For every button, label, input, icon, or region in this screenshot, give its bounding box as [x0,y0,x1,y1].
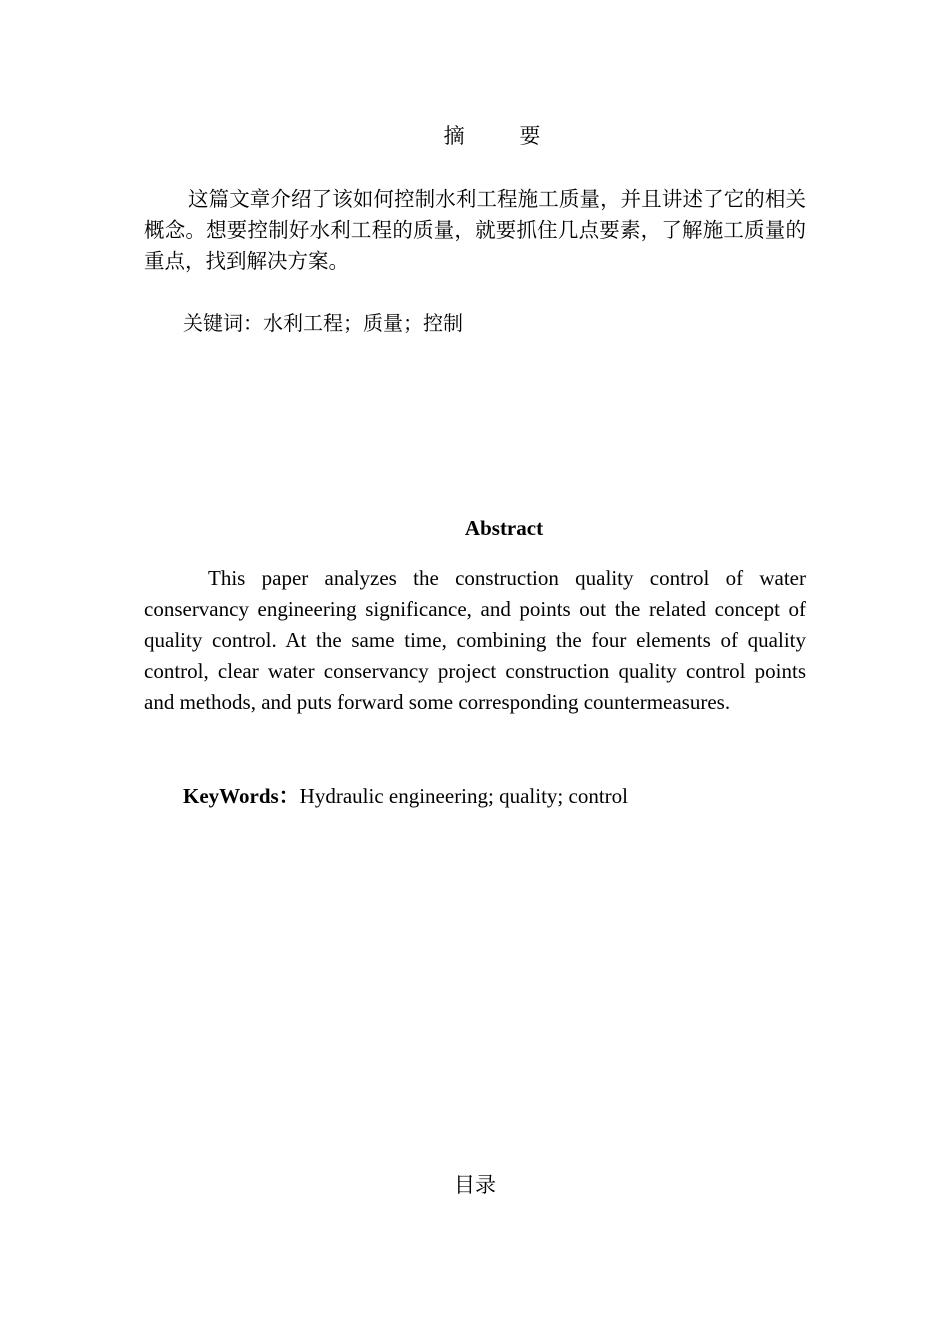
chinese-abstract-title: 摘 要 [443,124,565,148]
chinese-keywords [183,308,803,338]
chinese-keywords-value: 水利工程；质量；控制 [263,311,463,335]
table-of-contents-title: 目录 [454,1173,496,1197]
chinese-abstract-body: 这篇文章介绍了该如何控制水利工程施工质量，并且讲述了它的相关概念。想要控制好水利工程的质量，就要抓住几点要素，了解施工质量的重点，找到解决方案。 [144,187,806,273]
english-abstract-body: This paper analyzes the construction quality control of water conservancy engineering significance, and points out the related concept of quality control. At the same time, combining the four elements of quality control, clear water conservancy project construction quality control points and methods, and puts forward some corresponding countermeasures. [144,566,806,714]
english-keywords-value: Hydraulic engineering; quality; control [299,784,628,808]
english-keywords-label: KeyWords： [183,784,300,808]
chinese-keywords-label: 关键词： [183,311,263,335]
english-abstract-title: Abstract [464,516,544,540]
english-keywords [183,781,803,811]
